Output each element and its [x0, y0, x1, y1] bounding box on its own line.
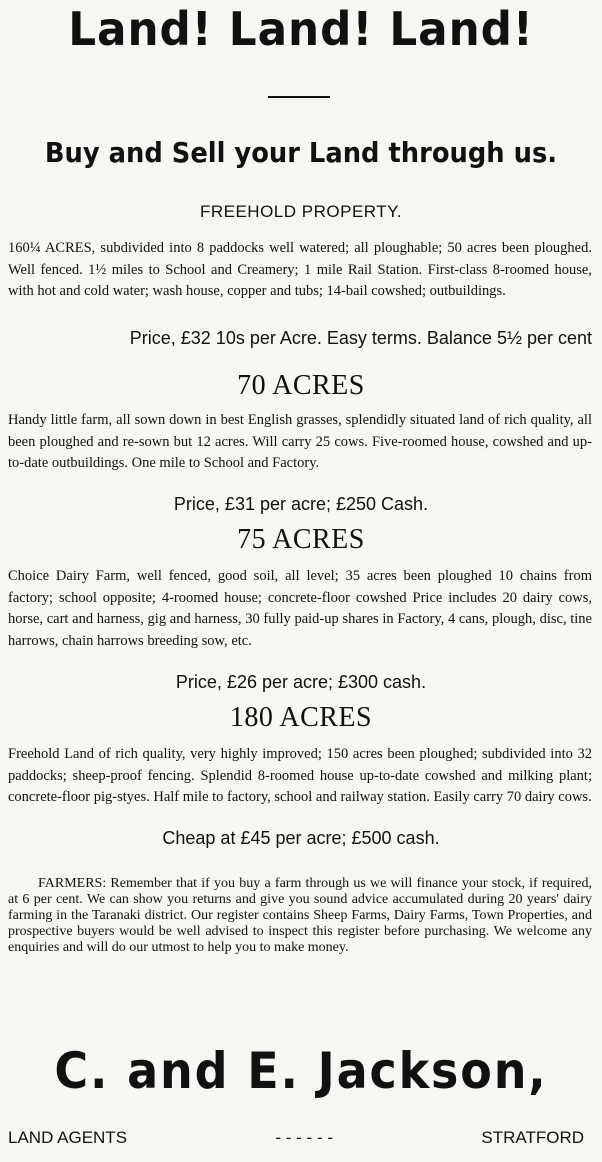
subheadline: Buy and Sell your Land through us.: [44, 136, 558, 169]
listing-70-price: Price, £31 per acre; £250 Cash.: [173, 494, 429, 514]
divider-rule: [268, 96, 330, 98]
footer: [8, 1128, 584, 1148]
listing-75-title: 75 ACRES: [237, 524, 365, 555]
listing-180-title: 180 ACRES: [229, 702, 373, 733]
footer-dashes: - - - - - -: [275, 1128, 333, 1147]
freehold-description: 160¼ ACRES, subdivided into 8 paddocks well watered; all ploughable; 50 acres been ploughed. Well fenced. 1½ miles to School and Creamery; 1 mile Rail Station. First-class 8-roomed house, with hot and cold water; wash house, copper and tubs; 14-bail cowshed; outbuildings.: [8, 240, 592, 299]
listing-180-description: Freehold Land of rich quality, very highly improved; 150 acres been ploughed; subdivided into 32 paddocks; sheep-proof fencing. Splendid 8-roomed house up-to-date cowshed and milking plant; concrete-floor pig-styes. Half mile to factory, school and railway station. Easily carry 70 dairy cows.: [8, 746, 592, 805]
headline: Land! Land! Land!: [68, 2, 534, 56]
footer-stratford: STRATFORD: [481, 1128, 584, 1147]
listing-75-price: Price, £26 per acre; £300 cash.: [175, 672, 427, 692]
agent-signature: C. and E. Jackson,: [54, 1042, 548, 1100]
farmers-note: FARMERS: Remember that if you buy a farm through us we will finance your stock, if required, at 6 per cent. We can show you returns and give you sound advice accumulated during 20 years' dairy farming in the Taranaki district. Our register contains Sheep Farms, Dairy Farms, Town Properties, and prospective buyers would be well advised to inspect this register before purchasing. We welcome any enquiries and will do our utmost to help you to make money.: [8, 876, 592, 955]
listing-75-description: Choice Dairy Farm, well fenced, good soil, all level; 35 acres been ploughed 10 chains from factory; school opposite; 4-roomed house; concrete-floor cowshed Price includes 20 dairy cows, horse, cart and harness, gig and harness, 30 fully paid-up shares in Factory, 4 cans, plough, disc, tine harrows, chain harrows breeding sow, etc.: [8, 568, 592, 649]
listing-70-description: Handy little farm, all sown down in best English grasses, splendidly situated land of rich quality, all been ploughed and re-sown but 12 acres. Will carry 25 cows. Five-roomed house, cowshed and up-to-date outbuildings. One mile to School and Factory.: [8, 412, 592, 471]
listing-70-title: 70 ACRES: [237, 370, 365, 401]
footer-land-agents: LAND AGENTS: [8, 1128, 128, 1147]
freehold-price: Price, £32 10s per Acre. Easy terms. Balance 5½ per cent: [129, 328, 592, 348]
listing-180-price: Cheap at £45 per acre; £500 cash.: [162, 828, 440, 848]
freehold-label: FREEHOLD PROPERTY.: [199, 202, 403, 221]
